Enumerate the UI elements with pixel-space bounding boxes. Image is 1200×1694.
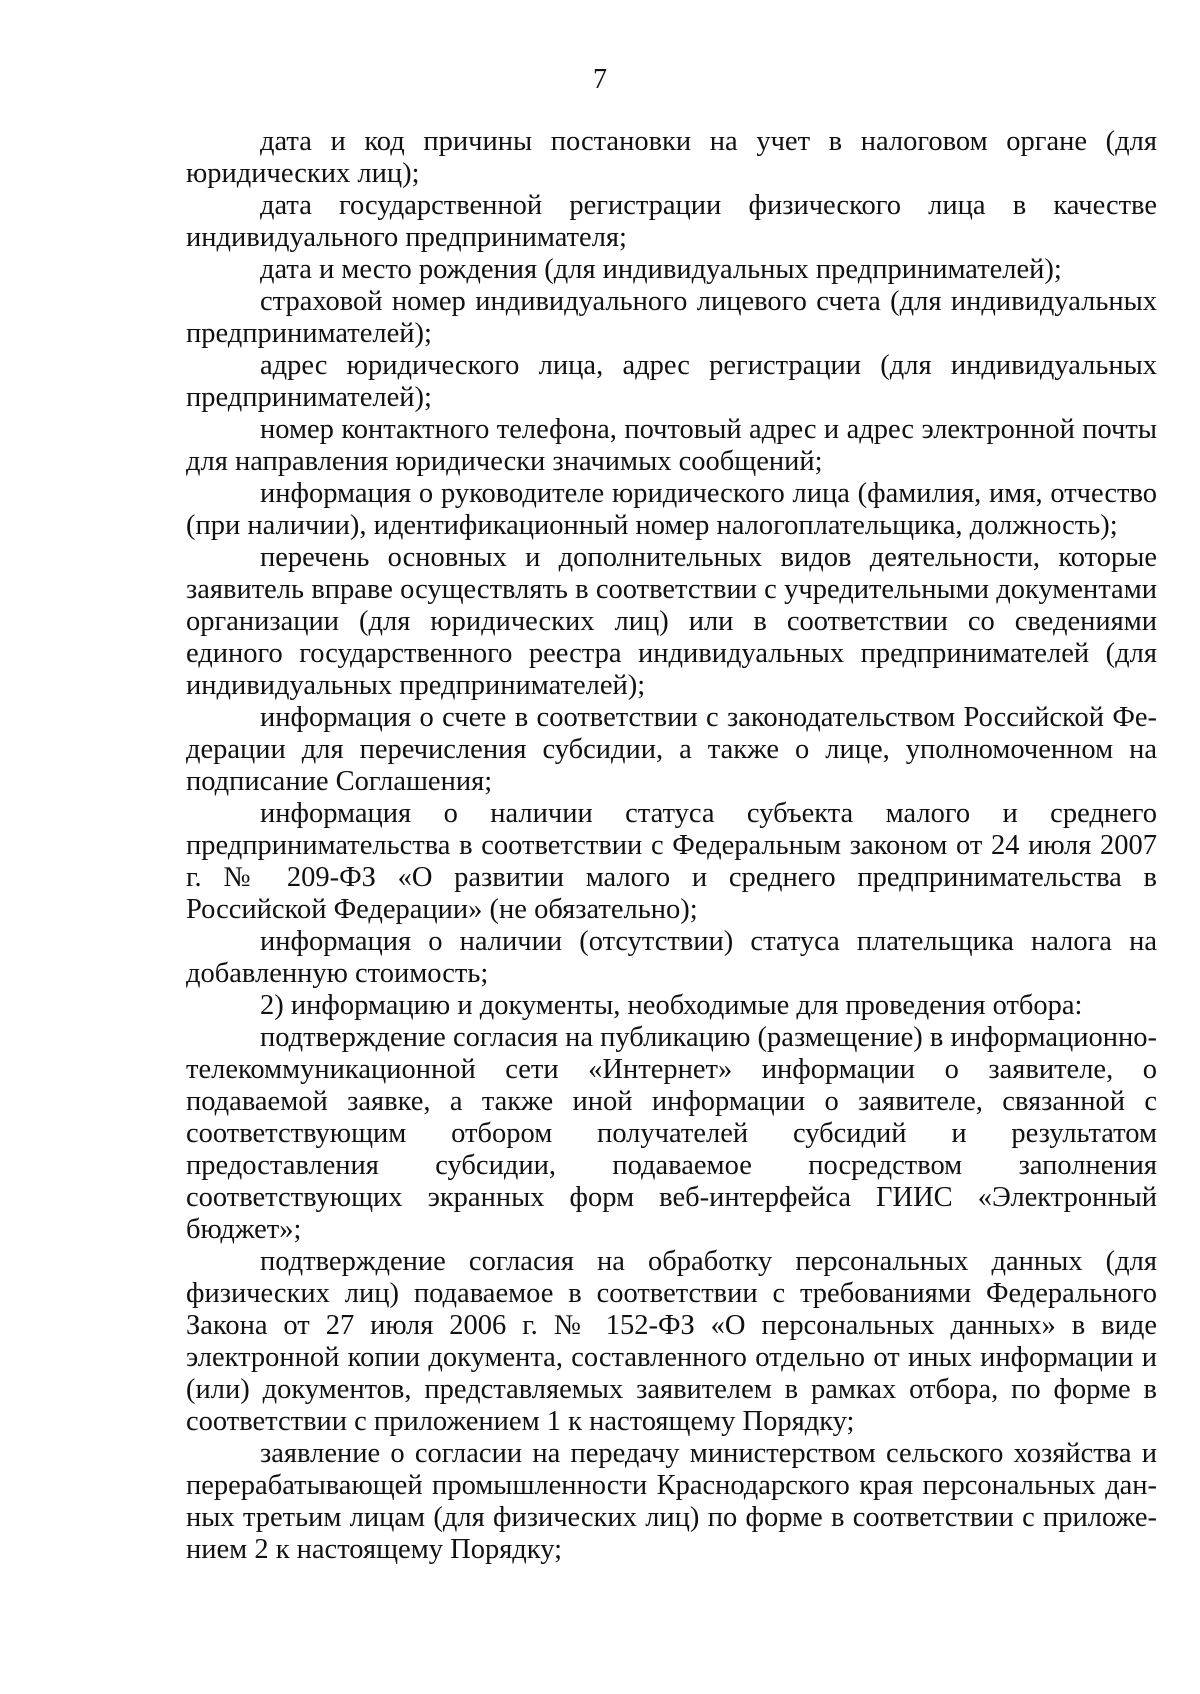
paragraph: дата государственной регистрации физического лица в качестве индивидуального предпринимателя; — [186, 190, 1157, 253]
paragraph: перечень основных и дополнительных видов деятельности, которые заявитель вправе осуществлять в соответствии с учредительными документами организации (для юридических лиц) или в соответствии со сведениями единого государственного реестра индивидуальных предпринимателей (для индивидуальных предпринимателей); — [186, 542, 1157, 701]
paragraph: дата и место рождения (для индивидуальных предпринимателей); — [260, 254, 1062, 285]
paragraph: подтверждение согласия на публикацию (размещение) в информационно-телекоммуникационной сети «Интернет» информации о заявителе, о подаваемой заявке, а также иной информации о заявителе, связанной с соответствующим отбором получателей субсидий и результатом предоставления субсидии, подаваемое посредством заполнения соответствующих экранных форм веб-интерфейса ГИИС «Электронный бюджет»; — [186, 1022, 1157, 1245]
paragraph: информация о счете в соответствии с законодательством Российской Федерации для перечисления субсидии, а также о лице, уполномоченном на подписание Соглашения; — [186, 702, 1157, 797]
document-body — [186, 126, 1157, 1566]
paragraph: информация о наличии статуса субъекта малого и среднего предпринимательства в соответствии с Федеральным законом от 24 июля 2007 г. № 209-ФЗ «О развитии малого и среднего предпринимательства в Российской Федерации» (не обязательно); — [186, 798, 1157, 925]
paragraph: номер контактного телефона, почтовый адрес и адрес электронной почты для направления юридически значимых сообщений; — [186, 414, 1157, 477]
paragraph: адрес юридического лица, адрес регистрации (для индивидуальных предпринимателей); — [186, 350, 1157, 413]
paragraph: подтверждение согласия на обработку персональных данных (для физических лиц) подаваемое в соответствии с требованиями Федерального Закона от 27 июля 2006 г. № 152-ФЗ «О персональных данных» в виде электронной копии документа, составленного отдельно от иных информации и (или) документов, представляемых заявителем в рамках отбора, по форме в соответствии с приложением 1 к настоящему Порядку; — [186, 1246, 1157, 1437]
paragraph: заявление о согласии на передачу министерством сельского хозяйства и перерабатывающей промышленности Краснодарского края персональных данных третьим лицам (для физических лиц) по форме в соответствии с приложением 2 к настоящему Порядку; — [186, 1438, 1157, 1565]
paragraph: дата и код причины постановки на учет в налоговом органе (для юридических лиц); — [186, 126, 1157, 189]
paragraph: информация о наличии (отсутствии) статуса плательщика налога на добавленную стоимость; — [186, 926, 1157, 989]
paragraph: информация о руководителе юридического лица (фамилия, имя, отчество (при наличии), идентификационный номер налогоплательщика, должность); — [186, 478, 1157, 541]
page-number: 7 — [593, 64, 607, 95]
paragraph: страховой номер индивидуального лицевого счета (для индивидуальных предпринимателей); — [186, 286, 1157, 349]
paragraph: 2) информацию и документы, необходимые для проведения отбора: — [260, 990, 1083, 1021]
